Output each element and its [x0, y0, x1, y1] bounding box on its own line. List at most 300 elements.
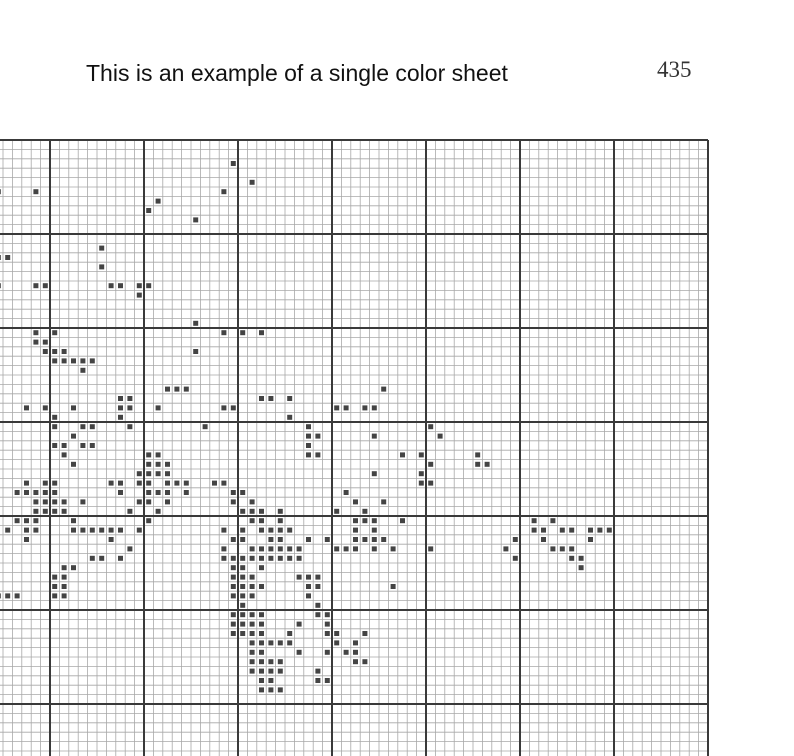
- stitch-cell: [259, 640, 264, 645]
- stitch-cell: [278, 556, 283, 561]
- stitch-cell: [62, 452, 67, 457]
- stitch-cell: [90, 556, 95, 561]
- stitch-cell: [475, 462, 480, 467]
- stitch-cell: [221, 330, 226, 335]
- stitch-cell: [541, 537, 546, 542]
- sheet-title: This is an example of a single color sheet: [86, 60, 508, 86]
- stitch-cell: [438, 434, 443, 439]
- stitch-cell: [287, 415, 292, 420]
- stitch-cell: [52, 575, 57, 580]
- stitch-cell: [353, 528, 358, 533]
- stitch-cell: [43, 509, 48, 514]
- stitch-cell: [52, 499, 57, 504]
- stitch-cell: [62, 349, 67, 354]
- stitch-cell: [306, 452, 311, 457]
- stitch-cell: [250, 612, 255, 617]
- stitch-cell: [569, 546, 574, 551]
- stitch-cell: [71, 434, 76, 439]
- stitch-cell: [99, 264, 104, 269]
- stitch-cell: [259, 509, 264, 514]
- stitch-cell: [0, 283, 1, 288]
- stitch-cell: [259, 687, 264, 692]
- stitch-cell: [43, 340, 48, 345]
- stitch-cell: [344, 546, 349, 551]
- stitch-cell: [80, 358, 85, 363]
- stitch-cell: [569, 528, 574, 533]
- stitch-cell: [24, 518, 29, 523]
- stitch-cell: [297, 556, 302, 561]
- stitch-cell: [485, 462, 490, 467]
- stitch-cell: [71, 405, 76, 410]
- stitch-cell: [550, 546, 555, 551]
- stitch-cell: [287, 546, 292, 551]
- stitch-cell: [334, 546, 339, 551]
- stitch-cell: [362, 509, 367, 514]
- stitch-cell: [325, 537, 330, 542]
- stitch-cell: [268, 659, 273, 664]
- stitch-cell: [268, 556, 273, 561]
- stitch-cell: [127, 396, 132, 401]
- stitch-cell: [43, 490, 48, 495]
- stitch-cell: [24, 481, 29, 486]
- stitch-cell: [5, 255, 10, 260]
- stitch-cell: [560, 546, 565, 551]
- stitch-cell: [240, 537, 245, 542]
- stitch-cell: [146, 462, 151, 467]
- stitch-cell: [325, 622, 330, 627]
- stitch-cell: [156, 471, 161, 476]
- stitch-cell: [146, 490, 151, 495]
- stitch-cell: [165, 499, 170, 504]
- stitch-cell: [231, 405, 236, 410]
- stitch-cell: [118, 396, 123, 401]
- stitch-cell: [240, 622, 245, 627]
- stitch-cell: [240, 631, 245, 636]
- stitch-cell: [231, 556, 236, 561]
- stitch-cell: [250, 499, 255, 504]
- stitch-cell: [62, 593, 67, 598]
- stitch-cell: [184, 490, 189, 495]
- stitch-cell: [52, 584, 57, 589]
- stitch-cell: [250, 631, 255, 636]
- stitch-cell: [259, 584, 264, 589]
- stitch-cell: [109, 528, 114, 533]
- stitch-cell: [52, 330, 57, 335]
- stitch-cell: [334, 405, 339, 410]
- stitch-cell: [353, 546, 358, 551]
- stitch-cell: [297, 575, 302, 580]
- stitch-cell: [334, 631, 339, 636]
- stitch-cell: [221, 405, 226, 410]
- stitch-cell: [231, 631, 236, 636]
- stitch-cell: [137, 481, 142, 486]
- stitch-cell: [268, 396, 273, 401]
- stitch-cell: [240, 509, 245, 514]
- stitch-cell: [268, 528, 273, 533]
- stitch-cell: [156, 405, 161, 410]
- stitch-cell: [400, 452, 405, 457]
- stitch-cell: [15, 490, 20, 495]
- stitch-cell: [325, 678, 330, 683]
- stitch-cell: [109, 283, 114, 288]
- stitch-cell: [137, 283, 142, 288]
- stitch-cell: [62, 565, 67, 570]
- stitch-cell: [372, 537, 377, 542]
- stitch-cell: [221, 556, 226, 561]
- stitch-cell: [353, 659, 358, 664]
- stitch-cell: [344, 405, 349, 410]
- stitch-cell: [391, 584, 396, 589]
- stitch-cell: [250, 640, 255, 645]
- stitch-cell: [419, 481, 424, 486]
- stitch-cell: [33, 518, 38, 523]
- page-number: 435: [657, 57, 692, 82]
- stitch-cell: [0, 593, 1, 598]
- stitch-cell: [250, 593, 255, 598]
- stitch-cell: [33, 509, 38, 514]
- stitch-cell: [240, 490, 245, 495]
- stitch-cell: [221, 528, 226, 533]
- stitch-cell: [221, 189, 226, 194]
- stitch-cell: [315, 603, 320, 608]
- stitch-cell: [287, 556, 292, 561]
- stitch-cell: [503, 546, 508, 551]
- stitch-cell: [174, 387, 179, 392]
- stitch-cell: [118, 481, 123, 486]
- stitch-cell: [306, 584, 311, 589]
- stitch-cell: [315, 434, 320, 439]
- stitch-cell: [259, 650, 264, 655]
- stitch-cell: [203, 424, 208, 429]
- stitch-cell: [156, 490, 161, 495]
- stitch-cell: [5, 593, 10, 598]
- stitch-cell: [353, 650, 358, 655]
- stitch-cell: [156, 462, 161, 467]
- stitch-cell: [278, 640, 283, 645]
- stitch-cell: [428, 462, 433, 467]
- stitch-cell: [80, 499, 85, 504]
- stitch-cell: [52, 593, 57, 598]
- stitch-cell: [62, 499, 67, 504]
- stitch-cell: [71, 518, 76, 523]
- stitch-cell: [231, 622, 236, 627]
- stitch-cell: [259, 669, 264, 674]
- stitch-cell: [43, 481, 48, 486]
- stitch-cell: [146, 518, 151, 523]
- stitch-cell: [325, 631, 330, 636]
- stitch-cell: [372, 546, 377, 551]
- stitch-cell: [268, 678, 273, 683]
- stitch-cell: [240, 584, 245, 589]
- stitch-cell: [33, 340, 38, 345]
- stitch-cell: [156, 199, 161, 204]
- stitch-cell: [259, 612, 264, 617]
- stitch-cell: [240, 603, 245, 608]
- stitch-cell: [353, 518, 358, 523]
- stitch-cell: [419, 452, 424, 457]
- stitch-cell: [278, 546, 283, 551]
- stitch-cell: [165, 387, 170, 392]
- stitch-cell: [250, 575, 255, 580]
- stitch-cell: [278, 518, 283, 523]
- stitch-cell: [24, 537, 29, 542]
- stitch-cell: [118, 556, 123, 561]
- stitch-cell: [362, 537, 367, 542]
- stitch-cell: [569, 556, 574, 561]
- stitch-cell: [372, 528, 377, 533]
- stitch-cell: [24, 490, 29, 495]
- stitch-cell: [287, 528, 292, 533]
- stitch-cell: [137, 528, 142, 533]
- stitch-cell: [560, 528, 565, 533]
- stitch-cell: [344, 650, 349, 655]
- stitch-cell: [315, 678, 320, 683]
- stitch-cell: [62, 575, 67, 580]
- stitch-cell: [240, 565, 245, 570]
- stitch-cell: [127, 546, 132, 551]
- stitch-cell: [165, 481, 170, 486]
- stitch-cell: [419, 471, 424, 476]
- stitch-cell: [287, 640, 292, 645]
- stitch-cell: [0, 255, 1, 260]
- stitch-cell: [137, 471, 142, 476]
- stitch-cell: [372, 405, 377, 410]
- stitch-cell: [231, 584, 236, 589]
- stitch-cell: [62, 509, 67, 514]
- stitch-cell: [362, 518, 367, 523]
- stitch-cell: [80, 368, 85, 373]
- stitch-cell: [231, 490, 236, 495]
- stitch-cell: [127, 424, 132, 429]
- stitch-cell: [250, 556, 255, 561]
- stitch-cell: [231, 612, 236, 617]
- stitch-cell: [52, 509, 57, 514]
- stitch-cell: [250, 509, 255, 514]
- stitch-cell: [52, 424, 57, 429]
- stitch-cell: [353, 537, 358, 542]
- stitch-cell: [90, 424, 95, 429]
- stitch-cell: [278, 537, 283, 542]
- stitch-cell: [306, 443, 311, 448]
- stitch-cell: [62, 443, 67, 448]
- stitch-cell: [184, 387, 189, 392]
- stitch-cell: [62, 584, 67, 589]
- stitch-cell: [287, 396, 292, 401]
- stitch-cell: [579, 556, 584, 561]
- stitch-cell: [80, 528, 85, 533]
- stitch-cell: [259, 330, 264, 335]
- stitch-cell: [146, 481, 151, 486]
- stitch-cell: [118, 405, 123, 410]
- stitch-cell: [278, 659, 283, 664]
- stitch-cell: [550, 518, 555, 523]
- stitch-cell: [475, 452, 480, 457]
- stitch-cell: [43, 499, 48, 504]
- stitch-cell: [428, 424, 433, 429]
- stitch-cell: [231, 499, 236, 504]
- stitch-cell: [362, 631, 367, 636]
- stitch-cell: [513, 537, 518, 542]
- stitch-cell: [52, 358, 57, 363]
- stitch-cell: [325, 612, 330, 617]
- stitch-cell: [306, 537, 311, 542]
- stitch-cell: [259, 396, 264, 401]
- stitch-cell: [240, 528, 245, 533]
- stitch-cell: [259, 631, 264, 636]
- stitch-cell: [52, 415, 57, 420]
- stitch-cell: [315, 452, 320, 457]
- stitch-cell: [428, 546, 433, 551]
- stitch-cell: [193, 321, 198, 326]
- stitch-cell: [513, 556, 518, 561]
- stitch-cell: [165, 471, 170, 476]
- stitch-cell: [259, 528, 264, 533]
- stitch-cell: [532, 528, 537, 533]
- stitch-cell: [362, 659, 367, 664]
- stitch-cell: [278, 687, 283, 692]
- stitch-cell: [33, 528, 38, 533]
- stitch-cell: [250, 518, 255, 523]
- stitch-cell: [127, 405, 132, 410]
- stitch-cell: [24, 528, 29, 533]
- stitch-cell: [240, 330, 245, 335]
- stitch-cell: [212, 481, 217, 486]
- stitch-cell: [52, 490, 57, 495]
- stitch-cell: [193, 349, 198, 354]
- stitch-cell: [579, 565, 584, 570]
- stitch-cell: [109, 537, 114, 542]
- stitch-cell: [240, 575, 245, 580]
- stitch-cell: [146, 283, 151, 288]
- stitch-cell: [334, 640, 339, 645]
- stitch-cell: [137, 499, 142, 504]
- stitch-cell: [353, 499, 358, 504]
- stitch-cell: [607, 528, 612, 533]
- stitch-cell: [71, 528, 76, 533]
- stitch-cell: [71, 462, 76, 467]
- stitch-cell: [231, 565, 236, 570]
- stitch-cell: [33, 499, 38, 504]
- stitch-cell: [127, 509, 132, 514]
- stitch-cell: [325, 650, 330, 655]
- stitch-cell: [250, 650, 255, 655]
- stitch-cell: [278, 669, 283, 674]
- stitch-cell: [306, 424, 311, 429]
- stitch-cell: [90, 358, 95, 363]
- stitch-cell: [240, 593, 245, 598]
- stitch-cell: [250, 659, 255, 664]
- stitch-cell: [146, 452, 151, 457]
- stitch-cell: [334, 509, 339, 514]
- stitch-cell: [315, 575, 320, 580]
- stitch-cell: [24, 405, 29, 410]
- stitch-cell: [344, 490, 349, 495]
- stitch-cell: [259, 622, 264, 627]
- stitch-cell: [315, 584, 320, 589]
- stitch-cell: [165, 490, 170, 495]
- stitch-cell: [71, 565, 76, 570]
- stitch-cell: [297, 622, 302, 627]
- stitch-cell: [588, 528, 593, 533]
- stitch-cell: [259, 546, 264, 551]
- stitch-cell: [597, 528, 602, 533]
- stitch-cell: [0, 189, 1, 194]
- stitch-cell: [33, 283, 38, 288]
- stitch-cell: [297, 546, 302, 551]
- stitch-cell: [52, 349, 57, 354]
- stitch-cell: [588, 537, 593, 542]
- stitch-cell: [231, 575, 236, 580]
- stitch-cell: [306, 593, 311, 598]
- stitch-cell: [372, 471, 377, 476]
- stitch-cell: [250, 669, 255, 674]
- stitch-cell: [428, 481, 433, 486]
- stitch-cell: [259, 518, 264, 523]
- stitch-cell: [174, 481, 179, 486]
- stitch-cell: [353, 640, 358, 645]
- stitch-cell: [381, 537, 386, 542]
- stitch-cell: [80, 424, 85, 429]
- stitch-cell: [259, 556, 264, 561]
- stitch-cell: [90, 443, 95, 448]
- stitch-cell: [221, 546, 226, 551]
- stitch-cell: [259, 565, 264, 570]
- stitch-cell: [250, 180, 255, 185]
- stitch-cell: [43, 349, 48, 354]
- stitch-cell: [118, 415, 123, 420]
- stitch-cell: [193, 217, 198, 222]
- stitch-cell: [109, 481, 114, 486]
- stitch-cell: [33, 330, 38, 335]
- stitch-cell: [268, 546, 273, 551]
- stitch-cell: [250, 622, 255, 627]
- stitch-cell: [268, 537, 273, 542]
- stitch-cell: [146, 208, 151, 213]
- stitch-cell: [278, 509, 283, 514]
- stitch-cell: [381, 387, 386, 392]
- stitch-cell: [278, 528, 283, 533]
- stitch-cell: [231, 593, 236, 598]
- stitch-cell: [118, 528, 123, 533]
- stitch-cell: [156, 509, 161, 514]
- stitch-cell: [297, 650, 302, 655]
- stitch-cell: [287, 631, 292, 636]
- stitch-cell: [43, 405, 48, 410]
- stitch-cell: [221, 481, 226, 486]
- stitch-cell: [268, 640, 273, 645]
- stitch-cell: [90, 528, 95, 533]
- stitch-cell: [315, 669, 320, 674]
- stitch-cell: [52, 443, 57, 448]
- stitch-cell: [146, 499, 151, 504]
- stitch-cell: [15, 593, 20, 598]
- stitch-cell: [259, 678, 264, 683]
- stitch-cell: [306, 575, 311, 580]
- stitch-cell: [362, 405, 367, 410]
- stitch-cell: [250, 584, 255, 589]
- stitch-cell: [5, 528, 10, 533]
- stitch-cell: [118, 283, 123, 288]
- stitch-cell: [99, 246, 104, 251]
- stitch-cell: [99, 556, 104, 561]
- stitch-cell: [240, 556, 245, 561]
- stitch-cell: [315, 612, 320, 617]
- stitch-cell: [43, 283, 48, 288]
- stitch-cell: [231, 537, 236, 542]
- stitch-cell: [33, 189, 38, 194]
- stitch-cell: [372, 434, 377, 439]
- stitch-cell: [240, 612, 245, 617]
